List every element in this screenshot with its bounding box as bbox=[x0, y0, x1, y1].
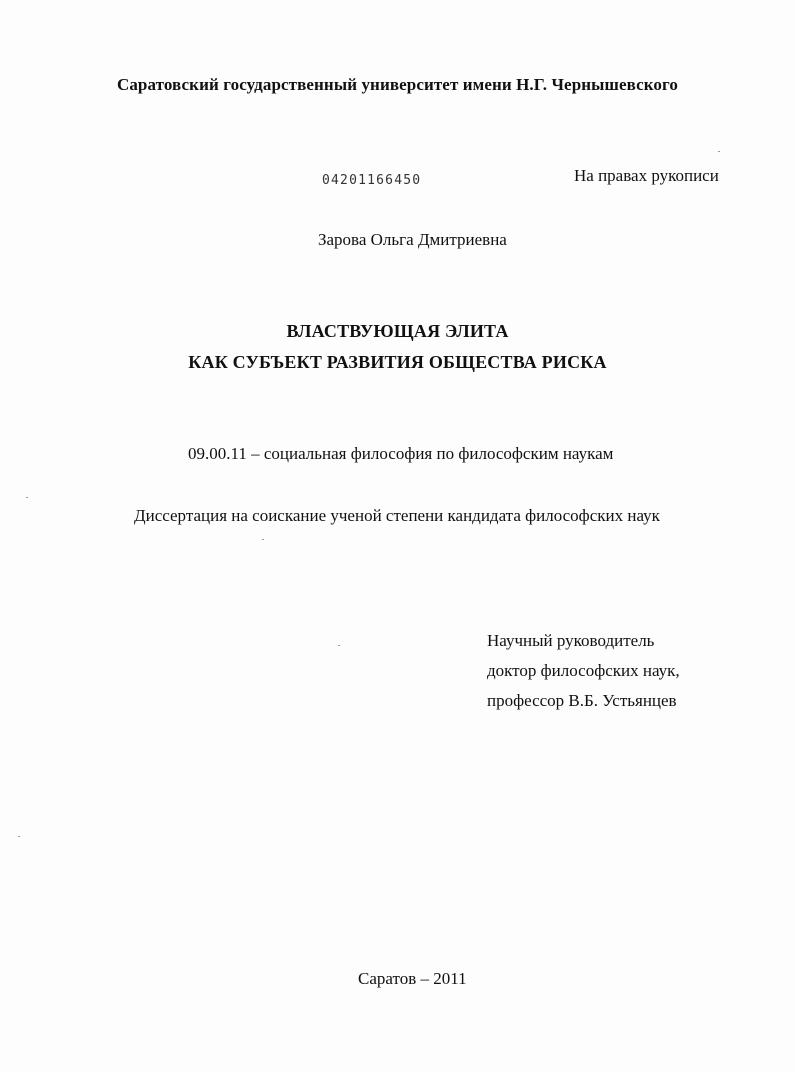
scan-speck bbox=[338, 645, 340, 646]
scan-speck bbox=[262, 539, 264, 540]
author-name: Зарова Ольга Дмитриевна bbox=[318, 230, 507, 249]
university-name: Саратовский государственный университет имени Н.Г. Чернышевского bbox=[116, 75, 679, 94]
degree-statement: Диссертация на соискание ученой степени кандидата философских наук bbox=[134, 506, 660, 525]
rights-note: На правах рукописи bbox=[574, 166, 719, 185]
scan-speck bbox=[26, 497, 28, 498]
supervisor-name: профессор В.Б. Устьянцев bbox=[487, 691, 677, 710]
supervisor-degree: доктор философских наук, bbox=[487, 661, 680, 680]
city-year: Саратов – 2011 bbox=[358, 969, 467, 988]
specialty-code: 09.00.11 – социальная философия по философским наукам bbox=[188, 444, 614, 463]
scan-speck bbox=[18, 836, 20, 837]
title-line-2: КАК СУБЪЕКТ РАЗВИТИЯ ОБЩЕСТВА РИСКА bbox=[188, 352, 607, 372]
title-line-1: ВЛАСТВУЮЩАЯ ЭЛИТА bbox=[286, 321, 509, 341]
supervisor-role: Научный руководитель bbox=[487, 631, 655, 650]
inventory-number: 04201166450 bbox=[322, 173, 422, 188]
scan-speck bbox=[718, 151, 720, 152]
